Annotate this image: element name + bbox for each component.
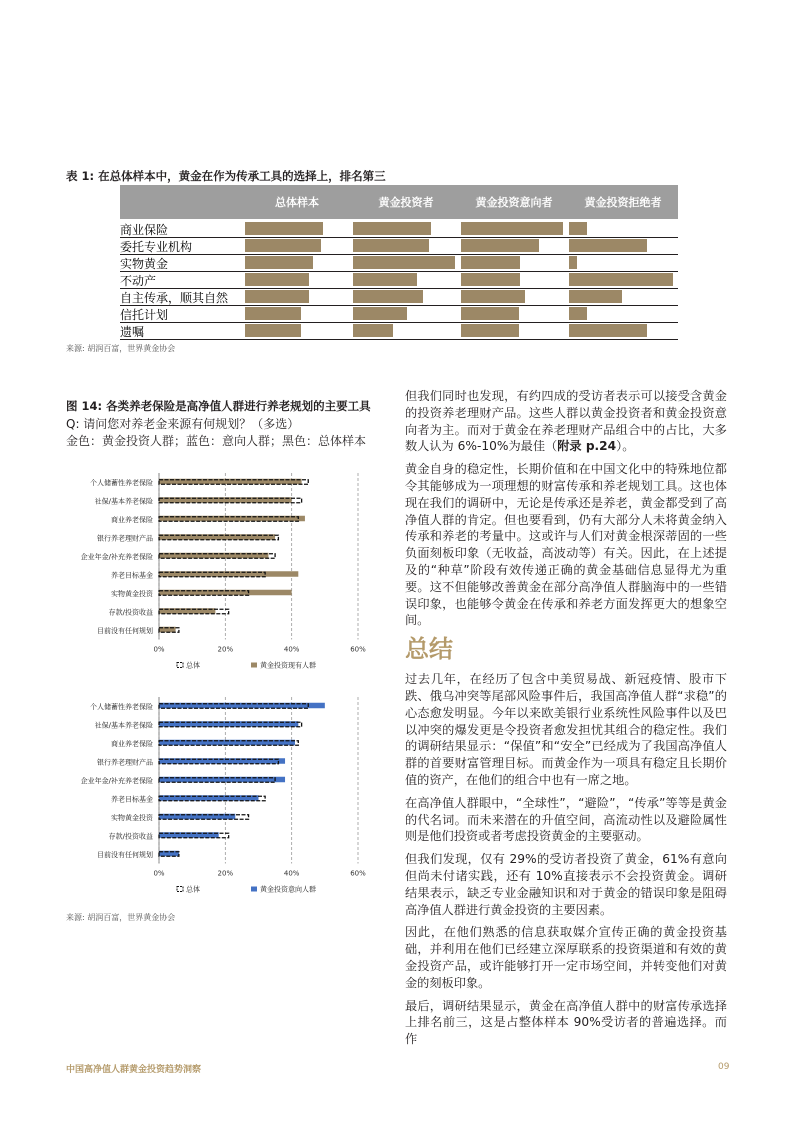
paragraph-text: 但我们同时也发现，有约四成的受访者表示可以接受含黄金的投资养老理财产品。这些人群以黄金投资者和黄金投资意向者为主。而对于黄金在养老理财产品组合中的占比，大多数人认为 6%-10%为最佳（ [405,389,727,454]
x-tick-label: 60% [350,645,366,654]
table-bar [353,239,429,252]
table-source: 来源: 胡润百富，世界黄金协会 [66,344,176,353]
table-bar [461,273,520,286]
category-label: 银行养老理财产品 [97,534,153,543]
row-label: 委托专业机构 [120,240,193,254]
category-label: 存款/投资收益 [108,608,153,617]
category-label: 个人储蓄性养老保险 [90,702,153,711]
table-bar [353,256,455,269]
series-bar [159,553,268,559]
x-tick-label: 40% [283,645,300,654]
legend-swatch-total [177,663,183,668]
table-bar [461,256,520,269]
table-bar [245,222,323,235]
table-bar [245,324,301,337]
column-header-total: 总体样本 [275,196,319,209]
table-bar [461,239,539,252]
table-bar [353,324,393,337]
legend-label-total: 总体 [186,885,200,894]
category-label: 商业养老保险 [111,515,153,524]
x-tick-label: 40% [283,869,300,878]
page-number: 09 [718,1062,730,1072]
category-label: 企业年金/补充养老保险 [80,776,153,785]
table-bar [353,273,417,286]
table-bar [245,273,309,286]
row-label: 遗嘱 [120,325,145,339]
row-label: 自主传承，顺其自然 [120,291,229,305]
paragraph-summary-2: 在高净值人群眼中，“全球性”，“避险”，“传承”等等是黄金的代名词。而未来潜在的升值空间，高流动性以及避险属性则是他们投资或者考虑投资黄金的主要驱动。 [405,795,727,844]
x-tick-label: 20% [217,869,234,878]
x-tick-label: 0% [153,869,165,878]
row-label: 实物黄金 [120,257,169,271]
column-header-rejecters: 黄金投资拒绝者 [584,196,662,209]
paragraph-summary-5: 最后，调研结果显示，黄金在高净值人群中的财富传承选择上排名前三，这是占整体样本 90%受访者的普遍选择。而作 [405,998,727,1047]
category-label: 企业年金/补充养老保险 [80,552,153,561]
appendix-reference: 附录 p.24 [557,439,617,454]
x-tick-label: 20% [217,645,234,654]
row-label: 信托计划 [120,308,169,322]
category-label: 目前没有任何规划 [97,850,153,859]
table-bar [569,290,622,303]
category-label: 个人储蓄性养老保险 [90,478,153,487]
table-row [120,288,678,306]
table-bar [245,239,321,252]
table-title: 表 1: 在总体样本中，黄金在作为传承工具的选择上，排名第三 [66,169,386,183]
table-row [120,254,678,272]
legend-label-total: 总体 [186,661,200,670]
column-header-gold-investors: 黄金投资者 [378,196,434,209]
legend-swatch-series [251,887,257,892]
paragraph-retirement-products [405,388,727,455]
table-bar [353,222,431,235]
category-label: 商业养老保险 [111,739,153,748]
table-bar [245,256,313,269]
figure-source: 来源: 胡润百富，世界黄金协会 [66,913,176,922]
category-label: 银行养老理财产品 [97,758,153,767]
table-bar [353,307,407,320]
table-bar [569,256,577,269]
table-row [120,237,678,255]
category-label: 养老目标基金 [111,571,153,580]
category-label: 实物黄金投资 [111,589,153,598]
paragraph-summary-3: 但我们发现，仅有 29%的受访者投资了黄金，61%有意向但尚未付诸实践，还有 10%直接表示不会投资黄金。调研结果表示，缺乏专业金融知识和对于黄金的错误印象是阻碍高净值人群进行黄金投资的主要因素。 [405,852,727,917]
table-row [120,220,678,238]
table-bar [569,222,587,235]
table-bar [569,273,673,286]
table-bar [461,324,519,337]
table-row [120,305,678,323]
table-bar [461,222,563,235]
paragraph-summary-1: 过去几年，在经历了包含中美贸易战、新冠疫情、股市下跌、俄乌冲突等尾部风险事件后，我国高净值人群“求稳”的心态愈发明显。今年以来欧美银行业系统性风险事件以及巴以冲突的爆发更是令投资者愈发担忧其组合的稳定性。我们的调研结果显示：“保值”和“安全”已经成为了我国高净值人群的首要财富管理目标。而黄金作为一项具有稳定且长期价值的资产，在他们的组合中也有一席之地。 [405,672,727,787]
table-bar [569,307,587,320]
table-bar [461,290,525,303]
legend-label-series: 黄金投资现有人群 [260,661,316,670]
paragraph-summary-4: 因此，在他们熟悉的信息获取媒介宣传正确的黄金投资基础，并利用在他们已经建立深厚联系的投资渠道和有效的黄金投资产品，或许能够打开一定市场空间，并转变他们对黄金的刻板印象。 [405,925,727,990]
legend-label-series: 黄金投资意向人群 [260,885,316,894]
figure-color-description: 金色：黄金投资人群；蓝色：意向人群；黑色：总体样本 [66,434,367,448]
footer-report-title: 中国高净值人群黄金投资趋势洞察 [66,1065,202,1075]
legend-swatch-series [251,663,257,668]
table-bar [353,290,423,303]
table-bar [569,324,647,337]
row-label: 不动产 [120,274,157,288]
table-header [120,185,678,219]
chart-svg [66,468,386,683]
table-bar [245,290,309,303]
category-label: 存款/投资收益 [108,832,153,841]
figure-title: 图 14: 各类养老保险是高净值人群进行养老规划的主要工具 [66,399,371,413]
figure-question: Q: 请问您对养老金来源有何规划？（多选） [66,417,300,431]
right-column [405,388,727,1054]
pension-chart-gold-investors [66,468,386,683]
category-label: 养老目标基金 [111,795,153,804]
x-tick-label: 0% [153,645,165,654]
table-bar [461,307,519,320]
column-header-intending: 黄金投资意向者 [475,196,553,209]
summary-heading: 总结 [405,635,453,664]
table-bar [569,239,647,252]
table-bar [245,307,301,320]
x-tick-label: 60% [350,869,366,878]
category-label: 社保/基本养老保险 [94,721,153,730]
category-label: 社保/基本养老保险 [94,497,153,506]
table-row [120,322,678,340]
chart-svg [66,692,386,907]
table-row [120,271,678,289]
category-label: 实物黄金投资 [111,813,153,822]
row-label: 商业保险 [120,223,169,237]
legend-swatch-total [177,887,183,892]
pension-chart-intending-investors [66,692,386,907]
paragraph-gold-stability: 黄金自身的稳定性，长期价值和在中国文化中的特殊地位都令其能够成为一项理想的财富传承和养老规划工具。这也体现在我们的调研中，无论是传承还是养老，黄金都受到了高净值人群的肯定。但也要看到，仍有大部分人未将黄金纳入传承和养老的考量中。这或许与人们对黄金根深蒂固的一些负面刻板印象（无收益，高波动等）有关。因此，在上述提及的“种草”阶段有效传递正确的黄金基础信息显得尤为重要。这不但能够改善黄金在部分高净值人群脑海中的一些错误印象，也能够令黄金在传承和养老方面发挥更大的想象空间。 [405,462,727,628]
category-label: 目前没有任何规划 [97,626,153,635]
paragraph-text-end: ）。 [616,439,635,454]
